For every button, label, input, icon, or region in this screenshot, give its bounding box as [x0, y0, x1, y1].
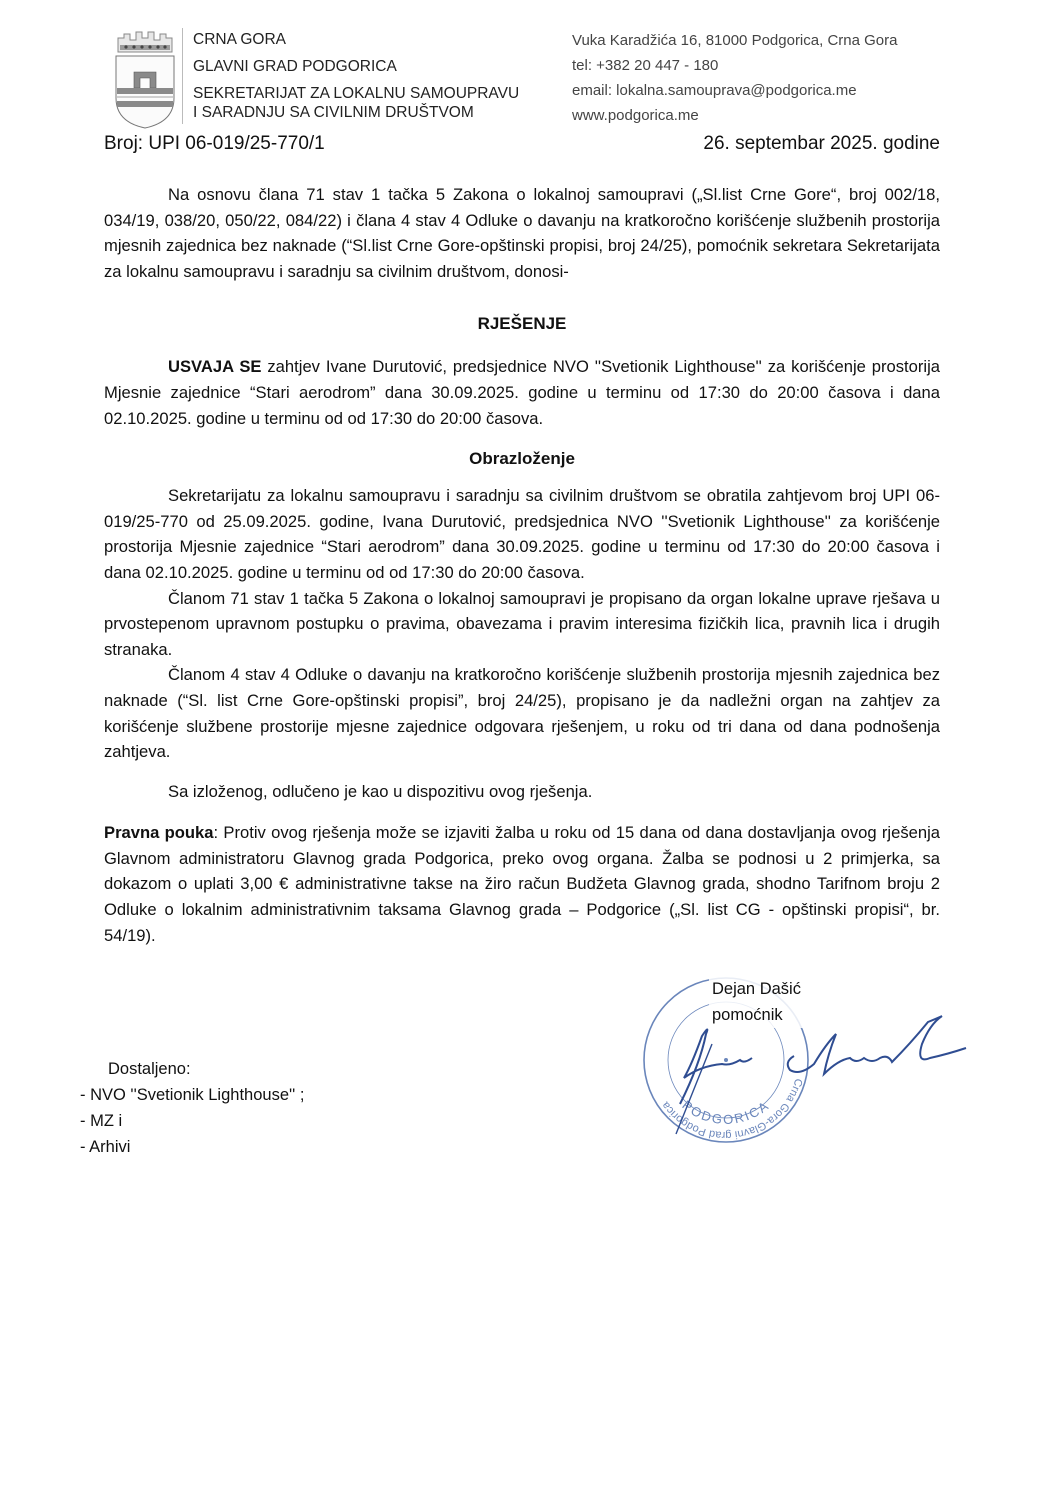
- handwritten-signature: [780, 1014, 970, 1094]
- contact-email[interactable]: email: lokalna.samouprava@podgorica.me: [572, 82, 857, 99]
- decision-text: zahtjev Ivane Durutović, predsjednice NVO ''Svetionik Lighthouse'' za korišćenje prostorija Mjesnie zajednice “Stari aerodrom” dana 30.09.2025. godine u terminu od 17:30 do 20:00 časova i dana 02.10.2025. godine u terminu od od 17:30 do 20:00 časova.: [104, 357, 940, 428]
- signature-area: [80, 974, 940, 1174]
- reasoning-paragraph-2: Članom 71 stav 1 tačka 5 Zakona o lokalnoj samoupravi je propisano da organ lokalne uprave rješava u prvostepenom upravnom postupku o pravima, obavezama i pravim interesima fizičkih lica, pravnih lica i drugih stranaka.: [104, 588, 940, 659]
- delivered-label: Dostaljeno:: [108, 1060, 191, 1079]
- document-number: Broj: UPI 06-019/25-770/1: [104, 133, 325, 154]
- delivered-item: - Arhivi: [80, 1138, 131, 1157]
- contact-phone: tel: +382 20 447 - 180: [572, 57, 719, 74]
- contact-website[interactable]: www.podgorica.me: [572, 107, 699, 124]
- reasoning-paragraph-1: Sekretarijatu za lokalnu samoupravu i saradnju sa civilnim društvom se obratila zahtjevom broj UPI 06-019/25-770 od 25.09.2025. godine, Ivana Durutović, predsjednica NVO ''Svetionik Lighthouse'' za korišćenje prostorija Mjesnie zajednice “Stari aerodrom” dana 30.09.2025. godine u terminu od 17:30 do 20:00 časova i dana 02.10.2025. godine u terminu od od 17:30 do 20:00 časova.: [104, 486, 940, 582]
- coat-of-arms-logo: [112, 30, 178, 130]
- document-meta-row: [104, 132, 940, 156]
- reasoning-conclusion: Sa izloženog, odlučeno je kao u dispozitivu ovog rješenja.: [168, 781, 593, 801]
- reasoning-title: Obrazloženje: [469, 449, 575, 469]
- decision-paragraph: [104, 354, 940, 431]
- stamp-bottom-text: PODGORICA: [679, 1097, 773, 1128]
- decision-title: RJEŠENJE: [477, 314, 567, 334]
- contact-address: Vuka Karadžića 16, 81000 Podgorica, Crna Gora: [572, 32, 898, 49]
- legal-notice-text: : Protiv ovog rješenja može se izjaviti žalba u roku od 15 dana od dana dostavljanja ovog rješenja Glavnom administratoru Glavnog grada Podgorica, preko ovog organa. Žalba se podnosi u 2 primjerka, sa dokazom o uplati 3,00 € administrativne takse na žiro račun Budžeta Glavnog grada, shodno Tarifnom broju 2 Odluke o lokalnim administrativnim taksama Glavnog grada – Podgorice („Sl. list CG - opštinski propisi“, br. 54/19).: [104, 823, 940, 945]
- reasoning-paragraph-3: Članom 4 stav 4 Odluke o davanju na kratkoročno korišćenje službenih prostorija mjesnih zajednica bez naknade (“Sl. list Crne Gore-opštinski propisi”, broj 24/25), propisano je da nadležni organ na zahtjev za korišćenje službene prostorije mjesne zajednice odgovara rješenjem, u roku od tri dana od dana podnošenja zahtjeva.: [104, 665, 940, 762]
- contact-block: [572, 28, 897, 128]
- document-date: 26. septembar 2025. godine: [703, 133, 940, 154]
- initials-scribble: [680, 1030, 752, 1105]
- delivered-block: [80, 1056, 305, 1160]
- letterhead: [104, 28, 940, 128]
- delivered-list: [80, 1082, 304, 1160]
- delivered-item: - MZ i: [80, 1112, 123, 1131]
- legal-notice-label: Pravna pouka: [104, 823, 214, 843]
- org-country: CRNA GORA: [193, 31, 287, 48]
- stamp-outer-text: Crna Gora-Glavni grad Podgorica: [659, 1077, 805, 1142]
- signer-name: Dejan Dašić: [712, 980, 801, 999]
- decision-lead: USVAJA SE: [168, 357, 262, 377]
- legal-notice-paragraph: [104, 820, 940, 948]
- organization-block: [193, 30, 519, 122]
- org-city: GLAVNI GRAD PODGORICA: [193, 58, 397, 75]
- signer-role: pomoćnik: [712, 1006, 783, 1025]
- delivered-item: - NVO ''Svetionik Lighthouse'' ;: [80, 1086, 305, 1105]
- org-secretariat-line2: I SARADNJU SA CIVILNIM DRUŠTVOM: [193, 104, 474, 121]
- preamble-paragraph: Na osnovu člana 71 stav 1 tačka 5 Zakona o lokalnoj samoupravi („Sl.list Crne Gore“, broj 002/18, 034/19, 038/20, 050/22, 084/22) i člana 4 stav 4 Odluke o davanju na kratkoročno korišćenje službenih prostorija mjesnih zajednica bez naknade (“Sl.list Crne Gore-opštinski propisi, broj 24/25), pomoćnik sekretara Sekretarijata za lokalnu samoupravu i saradnju sa civilnim društvom, donosi-: [104, 185, 940, 281]
- header-divider: [182, 28, 183, 124]
- org-secretariat-line1: SEKRETARIJAT ZA LOKALNU SAMOUPRAVU: [193, 85, 520, 102]
